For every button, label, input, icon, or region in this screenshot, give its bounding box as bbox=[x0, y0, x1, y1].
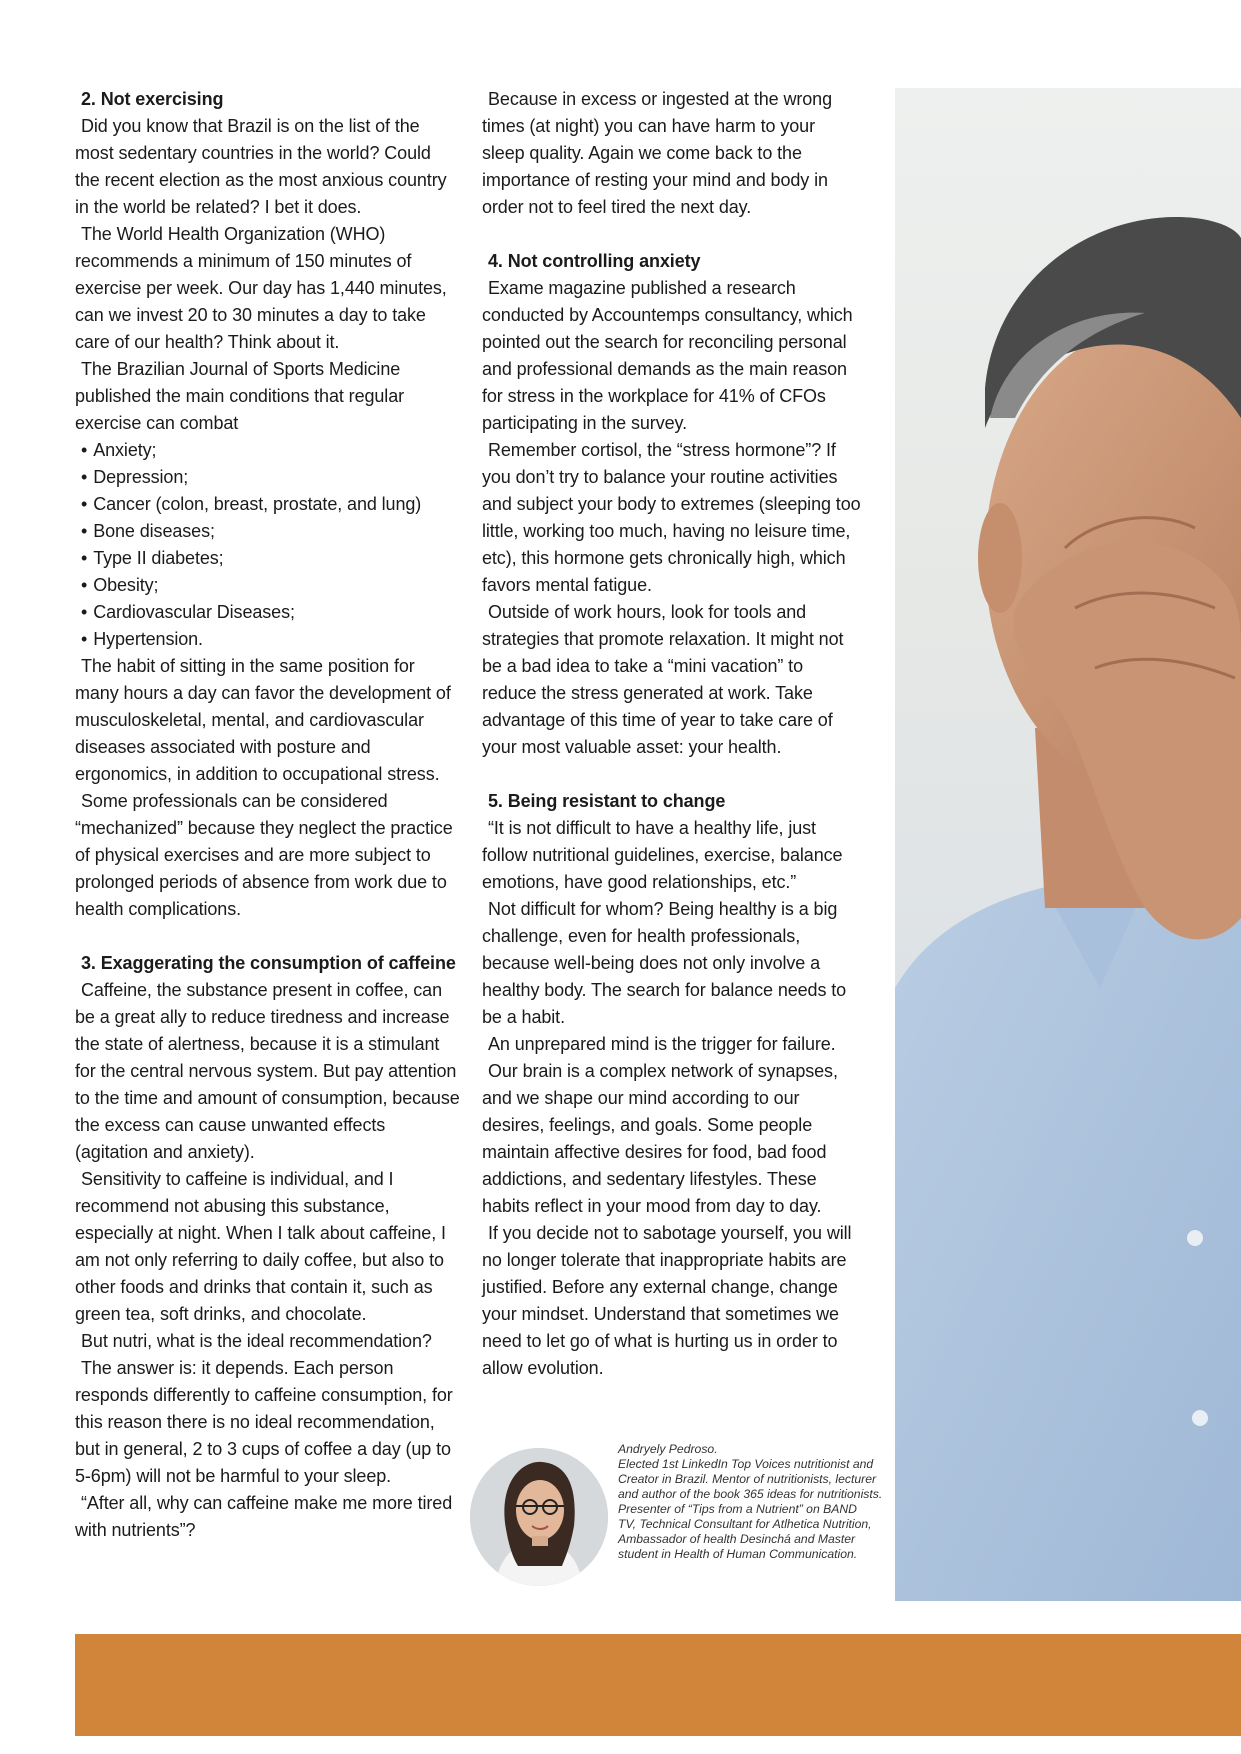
article-column-middle bbox=[482, 86, 862, 1382]
bio-line: Creator in Brazil. Mentor of nutritionists, lecturer bbox=[618, 1472, 877, 1486]
paragraph: Not difficult for whom? Being healthy is a big challenge, even for health professionals, because well-being does not only involve a healthy body. The search for balance needs to be a habit. bbox=[482, 899, 847, 1027]
paragraph: “It is not difficult to have a healthy life, just follow nutritional guidelines, exercise, balance emotions, have good relationships, etc.” bbox=[482, 818, 843, 892]
paragraph: “After all, why can caffeine make me more tired with nutrients”? bbox=[75, 1493, 453, 1540]
paragraph: Because in excess or ingested at the wrong times (at night) you can have harm to your sleep quality. Again we come back to the importance of resting your mind and body in order not to feel tired the next day. bbox=[482, 89, 833, 217]
bio-line: Presenter of “Tips from a Nutrient” on BAND bbox=[618, 1502, 857, 1516]
paragraph: The World Health Organization (WHO) recommends a minimum of 150 minutes of exercise per week. Our day has 1,440 minutes, can we invest 20 to 30 minutes a day to take care of our health? Think about it. bbox=[75, 224, 447, 352]
tired-man-photo bbox=[895, 88, 1241, 1601]
paragraph: Exame magazine published a research conducted by Accountemps consultancy, which pointed out the search for reconciling personal and professional demands as the main reason for stress in the workplace for 41% of CFOs participating in the survey. bbox=[482, 278, 853, 433]
conditions-list bbox=[75, 437, 460, 653]
paragraph: But nutri, what is the ideal recommendation? bbox=[81, 1331, 432, 1351]
paragraph: Remember cortisol, the “stress hormone”? If you don’t try to balance your routine activities and subject your body to extremes (sleeping too little, working too much, having no leisure time, etc), this hormone gets chronically high, which favors mental fatigue. bbox=[482, 440, 861, 595]
paragraph: Caffeine, the substance present in coffee, can be a great ally to reduce tiredness and increase the state of alertness, because it is a stimulant for the central nervous system. But pay attention to the time and amount of consumption, because the excess can cause unwanted effects (agitation and anxiety). bbox=[75, 980, 460, 1162]
bio-line: TV, Technical Consultant for Atlhetica Nutrition, bbox=[618, 1517, 872, 1531]
paragraph: Sensitivity to caffeine is individual, and I recommend not abusing this substance, especially at night. When I talk about caffeine, I am not only referring to daily coffee, but also to other foods and drinks that contain it, such as green tea, soft drinks, and chocolate. bbox=[75, 1169, 446, 1324]
paragraph: Some professionals can be considered “mechanized” because they neglect the practice of physical exercises and are more subject to prolonged periods of absence from work due to health complications. bbox=[75, 791, 453, 919]
bio-line: and author of the book 365 ideas for nutritionists. bbox=[618, 1487, 883, 1501]
list-item: • Cancer (colon, breast, prostate, and lung) bbox=[81, 491, 460, 518]
paragraph: Our brain is a complex network of synapses, and we shape our mind according to our desires, feelings, and goals. Some people maintain affective desires for food, bad food addictions, and sedentary lifestyles. These habits reflect in your mood from day to day. bbox=[482, 1061, 838, 1216]
author-name: Andryely Pedroso. bbox=[618, 1442, 718, 1456]
photo-illustration bbox=[895, 88, 1241, 1601]
list-item: • Obesity; bbox=[81, 572, 460, 599]
bio-line: student in Health of Human Communication. bbox=[618, 1547, 858, 1561]
list-item: • Depression; bbox=[81, 464, 460, 491]
article-column-left bbox=[75, 86, 460, 1544]
bio-line: Elected 1st LinkedIn Top Voices nutritionist and bbox=[618, 1457, 874, 1471]
section-heading-not-exercising: 2. Not exercising bbox=[81, 89, 224, 109]
paragraph: Did you know that Brazil is on the list of the most sedentary countries in the world? Could the recent election as the most anxious country in the world be related? I bet it does. bbox=[75, 116, 447, 217]
paragraph: An unprepared mind is the trigger for failure. bbox=[488, 1034, 836, 1054]
author-portrait bbox=[470, 1448, 608, 1586]
paragraph: Outside of work hours, look for tools and strategies that promote relaxation. It might not be a bad idea to take a “mini vacation” to reduce the stress generated at work. Take advantage of this time of year to take care of your most valuable asset: your health. bbox=[482, 602, 844, 757]
list-item: • Anxiety; bbox=[81, 437, 460, 464]
author-avatar bbox=[470, 1448, 608, 1586]
paragraph: The Brazilian Journal of Sports Medicine published the main conditions that regular exercise can combat bbox=[75, 359, 405, 433]
bio-line: Ambassador of health Desinchá and Master bbox=[618, 1532, 856, 1546]
list-item: • Type II diabetes; bbox=[81, 545, 460, 572]
list-item: • Hypertension. bbox=[81, 626, 460, 653]
list-item: • Bone diseases; bbox=[81, 518, 460, 545]
author-bio bbox=[618, 1442, 898, 1562]
paragraph: If you decide not to sabotage yourself, you will no longer tolerate that inappropriate habits are justified. Before any external change, change your mindset. Understand that sometimes we need to let go of what is hurting us in order to allow evolution. bbox=[482, 1223, 852, 1378]
section-heading-change: 5. Being resistant to change bbox=[488, 791, 726, 811]
section-heading-anxiety: 4. Not controlling anxiety bbox=[488, 251, 701, 271]
section-heading-caffeine: 3. Exaggerating the consumption of caffeine bbox=[81, 953, 456, 973]
paragraph: The habit of sitting in the same position for many hours a day can favor the development of musculoskeletal, mental, and cardiovascular diseases associated with posture and ergonomics, in addition to occupational stress. bbox=[75, 656, 451, 784]
footer-color-band bbox=[75, 1634, 1241, 1736]
paragraph: The answer is: it depends. Each person responds differently to caffeine consumption, for this reason there is no ideal recommendation, but in general, 2 to 3 cups of coffee a day (up to 5-6pm) will not be harmful to your sleep. bbox=[75, 1358, 453, 1486]
list-item: • Cardiovascular Diseases; bbox=[81, 599, 460, 626]
